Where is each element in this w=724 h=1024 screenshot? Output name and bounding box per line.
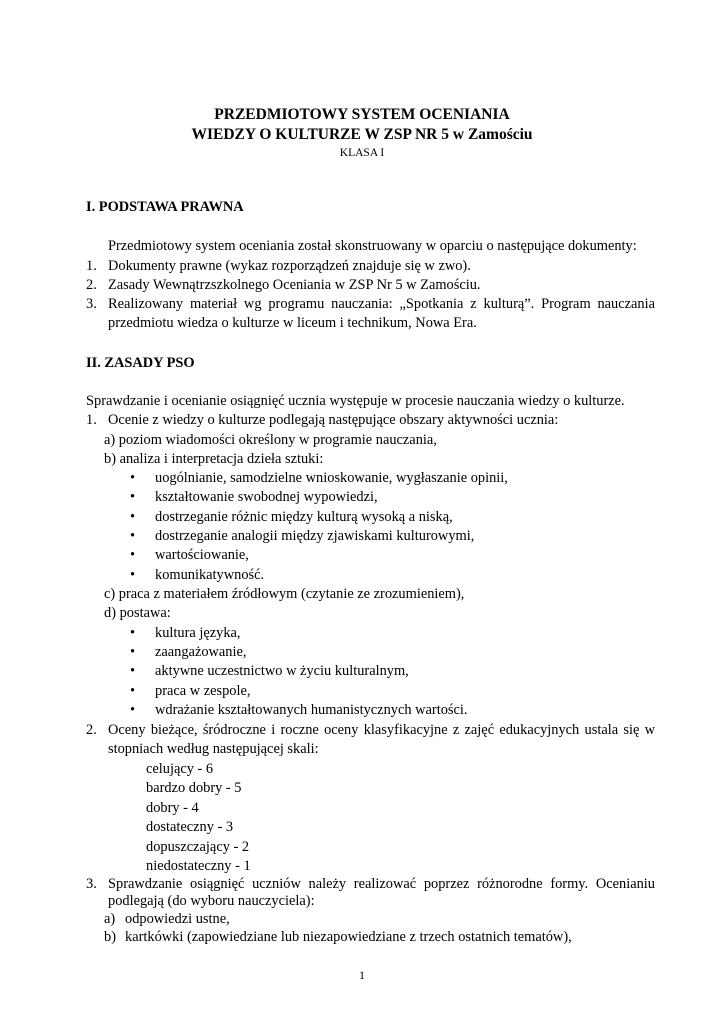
bullet-icon: •	[130, 528, 136, 544]
list-item-continuation: podlegają (do wyboru nauczyciela):	[108, 893, 315, 909]
bullet-icon: •	[130, 625, 136, 641]
bullet-item: kultura języka,	[155, 625, 241, 641]
sub-item: b) analiza i interpretacja dzieła sztuki:	[104, 451, 324, 467]
bullet-item: aktywne uczestnictwo w życiu kulturalnym,	[155, 663, 409, 679]
section2-intro: Sprawdzanie i ocenianie osiągnięć ucznia występuje w procesie nauczania wiedzy o kulturze.	[86, 393, 625, 409]
list-number: 2.	[86, 722, 97, 738]
bullet-icon: •	[130, 509, 136, 525]
bullet-item: dostrzeganie analogii między zjawiskami kulturowymi,	[155, 528, 475, 544]
list-item-text: Dokumenty prawne (wykaz rozporządzeń znajduje się w zwo).	[108, 258, 471, 274]
sub-item: d) postawa:	[104, 605, 171, 621]
list-item-continuation: stopniach według następującej skali:	[108, 741, 319, 757]
bullet-icon: •	[130, 702, 136, 718]
bullet-item: zaangażowanie,	[155, 644, 247, 660]
grade-item: dostateczny - 3	[146, 819, 234, 835]
bullet-item: kształtowanie swobodnej wypowiedzi,	[155, 489, 378, 505]
document-title-line2: WIEDZY O KULTURZE W ZSP NR 5 w Zamościu	[191, 126, 533, 143]
section-heading-pso-rules: II. ZASADY PSO	[86, 355, 195, 371]
section1-intro: Przedmiotowy system oceniania został skonstruowany w oparciu o następujące dokumenty:	[108, 238, 637, 254]
bullet-icon: •	[130, 567, 136, 583]
bullet-item: wdrażanie kształtowanych humanistycznych wartości.	[155, 702, 468, 718]
grade-item: dopuszczający - 2	[146, 839, 250, 855]
list-item-text: Oceny bieżące, śródroczne i roczne oceny klasyfikacyjne z zajęć edukacyjnych ustala się w	[108, 722, 655, 738]
bullet-icon: •	[130, 547, 136, 563]
bullet-item: komunikatywność.	[155, 567, 265, 583]
bullet-item: wartościowanie,	[155, 547, 249, 563]
list-item-text: Sprawdzanie osiągnięć uczniów należy realizować poprzez różnorodne formy. Ocenianiu	[108, 876, 655, 892]
bullet-item: dostrzeganie różnic między kulturą wysoką a niską,	[155, 509, 453, 525]
bullet-icon: •	[130, 489, 136, 505]
list-number: 3.	[86, 876, 97, 892]
list-number: 1.	[86, 258, 97, 274]
grade-item: bardzo dobry - 5	[146, 780, 242, 796]
class-label: KLASA I	[339, 147, 385, 159]
sub-item-label: a)	[104, 911, 116, 927]
list-item-continuation: przedmiotu wiedza o kulturze w liceum i technikum, Nowa Era.	[108, 315, 477, 331]
sub-item-label: b)	[104, 929, 116, 945]
list-number: 1.	[86, 412, 97, 428]
sub-item: c) praca z materiałem źródłowym (czytanie ze zrozumieniem),	[104, 586, 465, 602]
bullet-icon: •	[130, 663, 136, 679]
page-number: 1	[359, 968, 365, 982]
list-number: 3.	[86, 296, 97, 312]
list-item-text: Realizowany materiał wg programu nauczania: „Spotkania z kulturą”. Program nauczania	[108, 296, 655, 312]
grade-item: niedostateczny - 1	[146, 858, 251, 874]
grade-item: celujący - 6	[146, 761, 214, 777]
grade-item: dobry - 4	[146, 800, 199, 816]
list-item-text: Zasady Wewnątrzszkolnego Oceniania w ZSP Nr 5 w Zamościu.	[108, 277, 481, 293]
sub-item: kartkówki (zapowiedziane lub niezapowiedziane z trzech ostatnich tematów),	[125, 929, 572, 945]
bullet-item: uogólnianie, samodzielne wnioskowanie, wygłaszanie opinii,	[155, 470, 508, 486]
sub-item: odpowiedzi ustne,	[125, 911, 230, 927]
section-heading-legal-basis: I. PODSTAWA PRAWNA	[86, 199, 244, 215]
list-item-text: Ocenie z wiedzy o kulturze podlegają następujące obszary aktywności ucznia:	[108, 412, 559, 428]
sub-item: a) poziom wiadomości określony w programie nauczania,	[104, 432, 437, 448]
bullet-item: praca w zespole,	[155, 683, 251, 699]
bullet-icon: •	[130, 683, 136, 699]
document-title-line1: PRZEDMIOTOWY SYSTEM OCENIANIA	[214, 106, 510, 123]
bullet-icon: •	[130, 470, 136, 486]
list-number: 2.	[86, 277, 97, 293]
bullet-icon: •	[130, 644, 136, 660]
